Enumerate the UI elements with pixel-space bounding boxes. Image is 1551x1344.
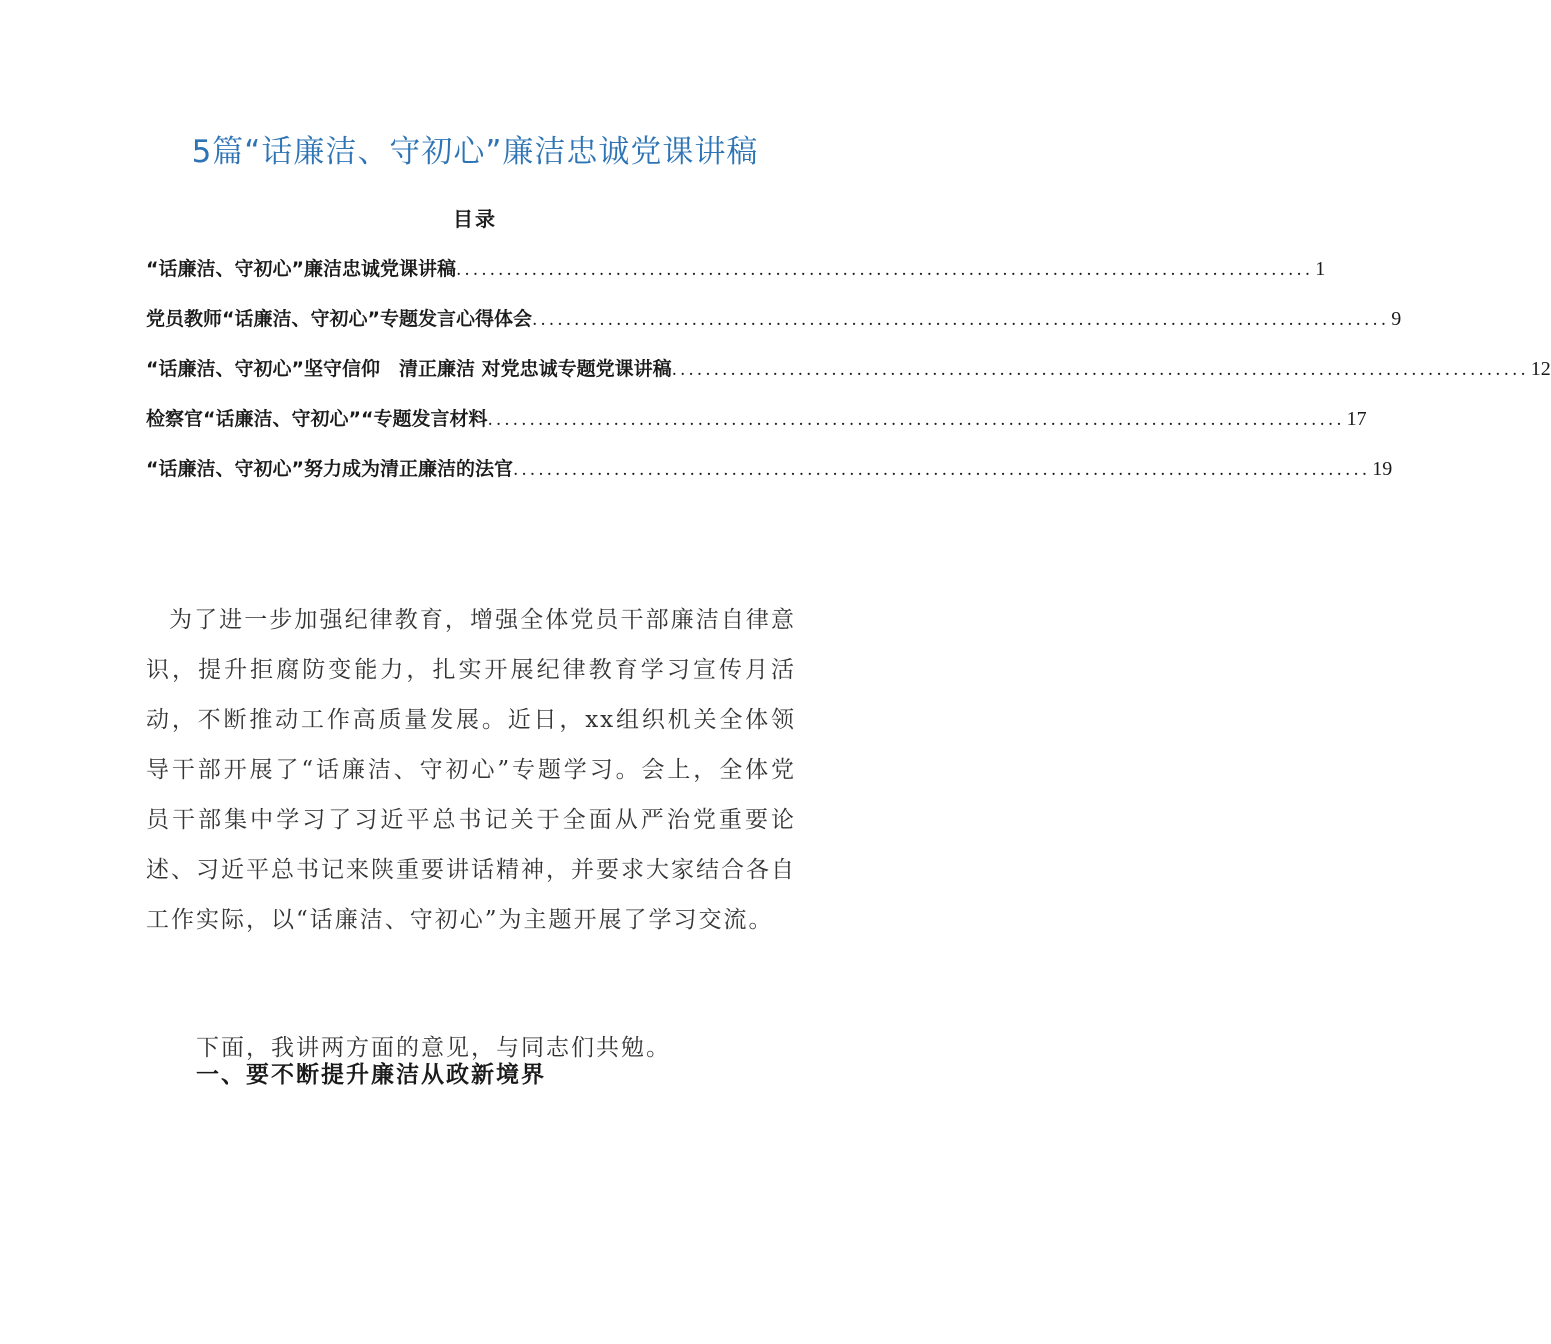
toc-heading: 目录 bbox=[453, 207, 497, 231]
toc-entry-text: 检察官“话廉洁、守初心”“专题发言材料 bbox=[146, 408, 488, 430]
toc-entry-page: 12 bbox=[1530, 358, 1551, 380]
document-title: 5篇“话廉洁、守初心”廉洁忠诚党课讲稿 bbox=[191, 134, 759, 170]
toc-dot-leader bbox=[513, 460, 1370, 480]
table-of-contents bbox=[146, 254, 1551, 504]
toc-entry-text: “话廉洁、守初心”努力成为清正廉洁的法官 bbox=[146, 458, 513, 480]
toc-entry[interactable] bbox=[146, 354, 1551, 404]
toc-entry[interactable] bbox=[146, 404, 1367, 454]
toc-entry-page: 19 bbox=[1372, 458, 1393, 480]
toc-entry-text: “话廉洁、守初心”廉洁忠诚党课讲稿 bbox=[146, 258, 456, 280]
toc-entry[interactable] bbox=[146, 304, 1402, 354]
section-heading: 一、要不断提升廉洁从政新境界 bbox=[196, 1062, 546, 1088]
toc-entry-text: 党员教师“话廉洁、守初心”专题发言心得体会 bbox=[146, 308, 532, 330]
toc-dot-leader bbox=[456, 260, 1313, 280]
second-paragraph: 下面，我讲两方面的意见，与同志们共勉。 bbox=[196, 1035, 671, 1061]
toc-entry-page: 17 bbox=[1346, 408, 1367, 430]
toc-entry-text: “话廉洁、守初心”坚守信仰 清正廉洁 对党忠诚专题党课讲稿 bbox=[146, 358, 672, 380]
intro-paragraph: 为了进一步加强纪律教育，增强全体党员干部廉洁自律意识，提升拒腐防变能力，扎实开展纪律教育学习宣传月活动，不断推动工作高质量发展。近日，xx组织机关全体领导干部开展了“话廉洁、守初心”专题学习。会上，全体党员干部集中学习了习近平总书记关于全面从严治党重要论述、习近平总书记来陕重要讲话精神，并要求大家结合各自工作实际，以“话廉洁、守初心”为主题开展了学习交流。 bbox=[146, 607, 796, 933]
toc-dot-leader bbox=[532, 310, 1389, 330]
toc-dot-leader bbox=[487, 410, 1344, 430]
toc-entry[interactable] bbox=[146, 454, 1393, 504]
toc-entry-page: 9 bbox=[1391, 308, 1402, 330]
toc-entry[interactable] bbox=[146, 254, 1326, 304]
toc-entry-page: 1 bbox=[1315, 258, 1326, 280]
toc-dot-leader bbox=[672, 360, 1529, 380]
